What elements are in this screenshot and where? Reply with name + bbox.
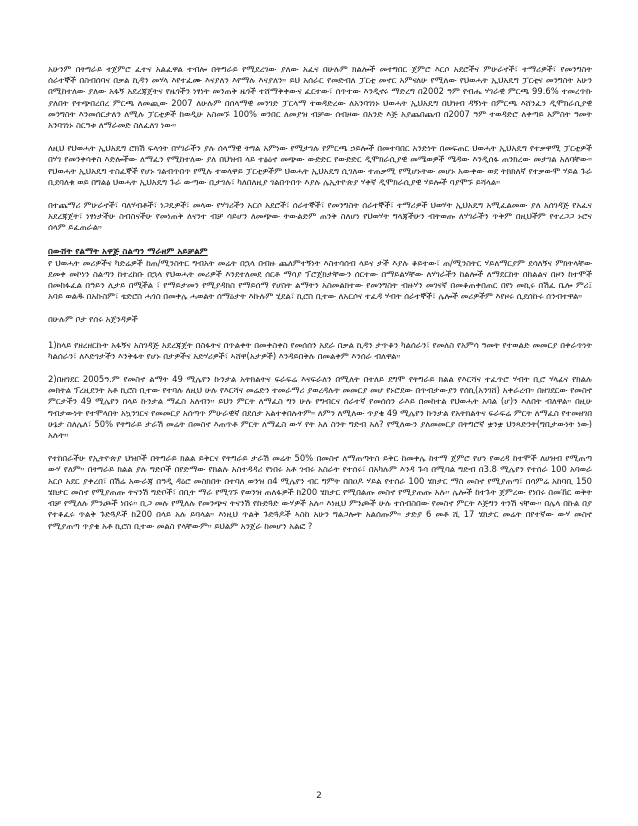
paragraph-3: በተጨማሪ ምሁራኖች፣ ባለሃብቶች፣ ነጋዴዎች፣ መላው የሃገሪችን አርሶ አደሮች፣ ሰራተኞች፣ የመንግስት ሰራተኞች፣ ተማሪዎች ህወሃት ኢህአዴግ አሚፈልመው ያለ አሰገዳጅ የአፈና አደረጃጀት፣ ነፃነታችሁ ስብስናችሁ የመነጠቅ ለናንተ ብቻ ሳይሆን ለመጭው ትውልድም ጠንቅ ስለሆነ የህወሃት ግላጃችሁን ብትወጡ ለሃገራችን ጥቅም በዚህችም የተረጋጋ ኑሮና ሰላም ይፈጠራል። [48, 200, 592, 233]
paragraph-1: አሁንም በትግራይ ተጀምሮ ፈተና አልፈዋል ተብሎ በትግራይ የሚደረገው ያለው አፈና በሁሉም ክልሎች መተግበር ጀምሮ እርሶ አደሮችና ምሁራኖች፣ ተማሪዎች፣ የመንግስት ሰራተኞች በስብሰባና በቃል ኪዳን መሃላ እየተፈሙ እናያለን እየማሉ እናያለን። ይህ አሰራር የመድብለ ፓርቲ መኖር አምናለሁ የሚለው የህወሓት ኢህአዴግ ፓርቲና መንግስት አሁን በሚከተለው ያለው አፋኝ አደረጃጀትና የዜጎችን ነፃነት መንጠቅ ዜጎች ተሸማቅቀውና ፈርተው፣ ሰጥተው እንዲኖሩ ማድረግ በ2002 ዓም የብሔ ሃገራዊ ምርጫ 99.6% ተመረጥኩ ያለበት የተጭበረበረ ምርጫ ለመጪው 2007 ለሁሉም በሰላማዊ መንገድ ፓርላማ ተወዳድረው ለአንባገነኑ ህወሓት ኢህአዴግ በህዝብ ዳኝነት በምርጫ እሸንፈን ዲሞክራሲያዊ መንግስት እንመሰርታለን ለሚሉ ፓርቲዎች ከወዲሁ አስመኙ 100% ወንበር ለመያዝ ብቻው ሰብዞው በአንድ እጅ አያጨበጨብ በ2007 ዓም ተወዳድሮ ለቀጣይ አምስት ዓመት አንባገነኑ ስርዓቱ ለማራመድ ስለፈለገ ነው። [48, 64, 592, 131]
page-number: 2 [316, 791, 322, 801]
paragraph-4: የ ህወሓት መሪዎችና ካድሬዎች ከጠ/ሚንስትር ግብአት መሬት በኋላ በብዙ ጨለምተኝነት እስተሳሰብ ላይና ታች እያሉ ቆይተው፣ ጠ/ሚንስትር ሃይለማርያም ደሳለኝና ምክትላቸው ደመቀ መኮነን ስልጣን ከተረከቡ በኋላ የህወሓት መሪዎች እንደተለመደ ሰርቶ ማሳያ ፕሮጀክታቸውን ሰርተው በማይልሃቸው ለሃገራችን ከልሎች ለማደርከት በከልልና በዞን ከተሞች በመከፋፈል በዓይን ሊታይ በሚችል ፣ የማይታመን የሚያዳክስ የማይሰማ የሆስት ልማትን አስመልክተው የመንግስት ብዙሃን መገናኛ በመቆጠቀበጠር በየነ መኪሩ በሽፈ ቤሎ ምሪ፤ አባይ ወልዱ በአኩስም፣ ቴድሮስ ሓጎስ በመቀሌ ሓወልት ሰማዕታት እኩሉም ሂደል፣ ኪሮስ ቢተው ለአርሶና ተፈዳ ሃብት ሰራተኞች፣ ሌሎች መሪዎችም እየዞሩ ሲደሰኩሩ ሰንብተዋል። [48, 257, 592, 302]
page-body [48, 64, 592, 544]
section-heading: በውሸት የልማት አዋጅ ስልጣን ማራዘም አይቻልም [48, 246, 208, 257]
agenda-item-1: 1)ከላይ የዘረዘርኩት አፋኝና አስገዳጅ አደረጃጀት በስፋትና በጥልቀት በመቀስቀስ የመሰሰን አደራ በቃል ኪዳን ታጥቆን ካልሰራን፣ የመለስ የአምሳ ዓመት የተወልድ መመርያ በቀራጥነት ካልሰራን፣ ለእድገታችን እንቅፋት የሆኑ በታዎችና አድሃሪዎች፣ ኣሸዋ(አታዎች) እንዳይበቅሉ በመልቀም እንሰራ ብለዋል። [48, 339, 592, 361]
paragraph-5: የተከበራችሁ የኢትዮጵያ ህዝቦች በትግራይ ክልል ይቅርና የትግራይ ታራሽ መሬት 50% በመስኖ ለማጠጣትስ ይቅር ከመቀሌ ከተማ ጀምሮ የሆነ የወረዳ ከተሞች ለሀዝብ የሚጠጣ ውሃ የለም። በትግራይ ክልል ያሉ ግድቦች በየድማው የክልሉ አስተዳዳሪ የነበሩ አቶ ገብሩ አስራት የተሰሩ፣ በአካሉም እንዳ ጉሳ በሚባል ግድብ በ3.8 ሚሌየን የተሰራ 100 አባወራ አርሶ አደር ያቀረበ፣ በሽሬ አውራጃ በዓዲ ዳዕሮ መስክበት በተባለ ወንዝ በ4 ሚሌየን ብር ግምት በበዐዶ ሃይል የተሰራ 100 ሄክታር ማስ መስኖ የሚያጠጣ፣ በሳምሬ አከባቢ 150 ሄክታር መስኖ የሚያጠጡ ትናንሽ ግድቦች፣ በቢት ማራ የሚገኙ የወንዝ ጠለፋዎች ከ200 ሄክታር የሚበልጡ መስኖ የሚያጠጡ አሉ። ሌሎች ከተጉት ጀምረው የነበሩ በመኸር ወቅት ብቻ የሚለሉ ምንጮች ነበሩ። ቢጋ መሉ የሚለሉ የመንጭና ትናንሽ የኩድጓድ ውሃዎች አሉ። እነዚህ ምንጮች ሁሉ ተሰብስበው የመስኖ ምርት እጅግን ትንሽ ናቸው። በሌላ በኩል በያ የተቆፈሩ ጥልቅ ጉድጓዶች ከ200 በላይ አሉ ይባላል። እነዚህ ጥልቅ ጉድጓዶች ኣስከ አሁን ግልጋሎት አልሰጡም። ታድያ 6 መቶ ሺ 17 ሄክታር መሬት በየተኛው ውሃ መስኖ የሚያጠጣ ጥያቄ አቶ ኪሮስ ቢተው መልስ የላቸውም። ይህልም አንጀራ ከመሆን አልፎ ? [48, 453, 592, 531]
agenda-item-2: 2)በዘገደር 2005ዓ.ም የመስኖ ልማት 49 ሚሌየን ኩንታል አትክልትና ፍራፍሬ እናፍራለን በሚለት በተለይ ደግሞ የትግራይ ክልል የእርሻና ተፈጥሮ ሃብት ቢሮ ሃላፊና የክልሉ መክትል ፕረዚደንት አቶ ኪሮስ ቢተው የተባሉ ለዚህ ሁሉ የእርሻና መሬድን ተመራማሪ ያወረዳሉት መመርያ መሆ የኑሮደው በጥብታውያን የሰኪ(አንገሸ) አቀራረብ። በዘገደርው የመስኖ ምርታችን 49 ሚሌየን በላይ ኩንታል ማፈስ አለብን። ይህን ምርት ለማፈስ ግን ሁሉ የግብርና ሰራተኛ የመሰሰን ራእይ በመከተል የህወሓት አባል (ሆ)ን እለበት ብለዋል። በዚሁ ግብታውነት የተሞላበት አኳንገርና የመመርያ አሰጣጥ ምሁራዊኛ በደሰታ አልተቀበሉትም። ለምን ለሚለው ጥያቄ 49 ሚሌየን ኩንታል የአትክልትና ፍራፍሬ ምርት ለማፈስ የተመዘገበ ሁኔታ ስለሌለ፣ 50% የትግራይ ታራሽ መሬት በመስኖ እጠጥቶ ምርት ለማፈስ ውሃ የት አለ ስንት ግድብ አለ? የሚለውን ያለመመርያ በትግሮኛ ቋንቋ ህንጻድንት(ግቢታውነት ነው) አሉት። [48, 374, 592, 441]
paragraph-2: ለዚህ የህወሓት ኢህአዴግ ሮክሽ ፍላጎት በሃገራችን ያሉ ሰላማዊ ትግል አምነው የሚታገሉ የምርጫ ኃይሎች በመተባበር አንድነት በመፍጠር ህወሓት ኢህአዴግ የተቃዋሚ ፓርቲዎች በሃገ የመንቀሳቀስ እድሎችው ለማፈን የሚከተለው ያለ በህዝብ ላይ ተፅዕኖ መጭው ውድድር የውድድር ዲሞክራሲያዊ መሜወዎች ሜዳው እንዲሰፋ ጠንክረው መታገል አለባቸው። የህወሓት ኢህአዴግ ተስፈኞች የሆኑ ገልብጥበጥ የሚሉ ተወላዋይ ፓርቲዎችም ህወሓት ኢህአዴግ ሲገለው ተጠቃሚ የሚሆኑትው መሆኑ አውቀው ወደ ትክክለኛ የተቃውሞ ሃይል ጉራ ቢደባለቁ ወይ በግልፅ ህወሓት ኢህአዴግ ጉራ ውጣው ቢታገሉ፣ ካለበለዚያ ገልበጥበጥ እያሉ ሌኢትዮጵያ ሃቀኛ ዲሞክራሲያዊ ሃይሎች ባያሞኙ ይሻላል። [48, 143, 592, 187]
agenda-subheading: በሁሉም ቦታ የሰሩ አጀንዳዎች [48, 314, 138, 325]
